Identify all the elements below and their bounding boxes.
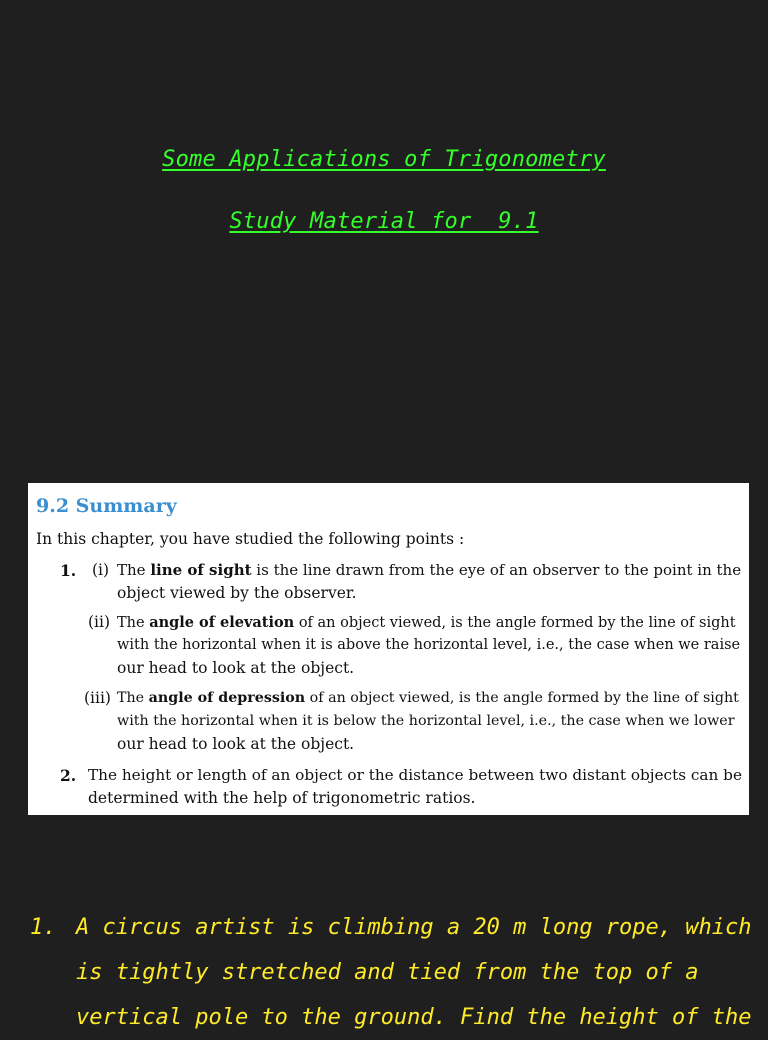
- question-line: A circus artist is climbing a 20 m long rope, which: [76, 915, 752, 940]
- page-title: Some Applications of Trigonometry: [162, 147, 606, 172]
- point-roman: (iii): [84, 689, 111, 707]
- point-line: The angle of depression of an object viewed, is the angle formed by the line of sight: [117, 690, 739, 706]
- point-line: The angle of elevation of an object viewed, is the angle formed by the line of sight: [117, 614, 736, 631]
- point-line: determined with the help of trigonometric ratios.: [88, 789, 476, 807]
- point-line: The line of sight is the line drawn from the eye of an observer to the point in the: [117, 561, 742, 579]
- point-number: 1.: [60, 561, 77, 580]
- question-number: 1.: [30, 915, 57, 940]
- question-line: is tightly stretched and tied from the top of a: [76, 960, 699, 985]
- point-roman: (i): [92, 561, 110, 579]
- summary-heading: 9.2 Summary: [36, 495, 177, 517]
- point-line: with the horizontal when it is above the horizontal level, i.e., the case when we raise: [117, 637, 741, 653]
- point-roman: (ii): [88, 613, 111, 631]
- summary-image: [28, 483, 749, 815]
- term-angle-of-elevation: angle of elevation: [149, 614, 295, 631]
- page-subtitle: Study Material for 9.1: [229, 209, 539, 234]
- point-line: our head to look at the object.: [117, 659, 355, 677]
- point-line: The height or length of an object or the distance between two distant objects can be: [88, 766, 742, 784]
- term-angle-of-depression: angle of depression: [148, 690, 306, 706]
- point-number: 2.: [60, 766, 77, 785]
- question-text: [76, 905, 756, 1040]
- point-line: our head to look at the object.: [117, 735, 355, 753]
- term-line-of-sight: line of sight: [150, 561, 252, 579]
- summary-intro: In this chapter, you have studied the following points :: [36, 530, 465, 548]
- point-line: with the horizontal when it is below the horizontal level, i.e., the case when we lower: [117, 713, 735, 729]
- point-line: object viewed by the observer.: [117, 584, 357, 602]
- question-line: vertical pole to the ground. Find the height of the: [76, 1005, 752, 1030]
